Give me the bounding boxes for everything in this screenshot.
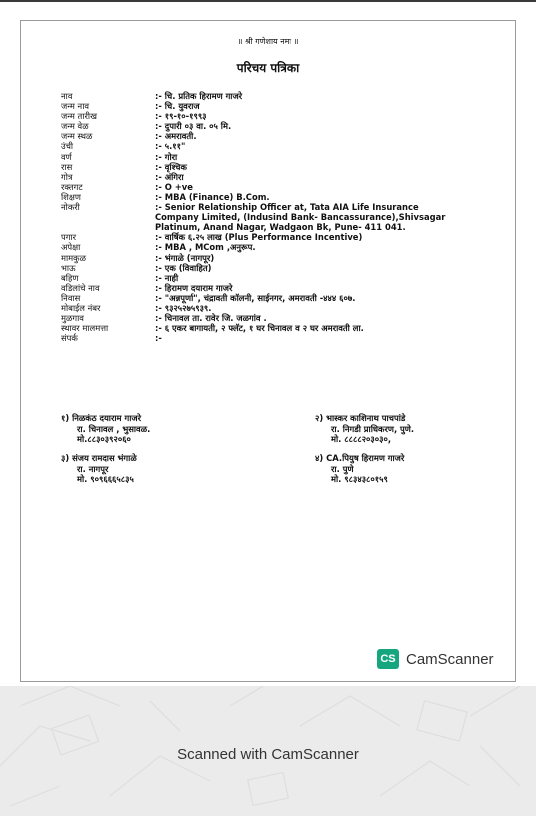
document-title: परिचय पत्रिका bbox=[236, 61, 300, 75]
field-label: रास bbox=[61, 161, 73, 172]
field-row bbox=[61, 333, 501, 343]
field-label: स्थावर मालमत्ता bbox=[61, 323, 109, 334]
contact-address: रा. चिनावल , भुसावळ. bbox=[77, 423, 151, 434]
contact-phone: मो. ८८८८२०३०३०, bbox=[331, 434, 392, 444]
field-row bbox=[61, 313, 501, 323]
field-row bbox=[61, 141, 501, 151]
field-label: नोकरी bbox=[61, 202, 80, 213]
field-value: :- नाही bbox=[155, 272, 179, 283]
field-label: जन्म नाव bbox=[61, 101, 90, 112]
field-value: :- ५.११" bbox=[155, 141, 186, 152]
field-label: जन्म स्थळ bbox=[61, 131, 93, 142]
field-label: अपेक्षा bbox=[61, 242, 81, 253]
field-value: :- वार्षिक ६.२५ लाख (Plus Performance Incentive) bbox=[155, 232, 363, 243]
field-value: :- दुपारी ०३ वा. ०५ मि. bbox=[155, 121, 232, 132]
field-label: रक्तगट bbox=[61, 181, 83, 192]
field-value: :- अमरावती. bbox=[155, 131, 197, 142]
contact-reference bbox=[61, 453, 261, 485]
field-row bbox=[61, 283, 501, 293]
scanned-page bbox=[20, 20, 516, 682]
field-label: वर्ण bbox=[61, 151, 72, 162]
field-label: बहिण bbox=[61, 272, 79, 283]
camscanner-watermark bbox=[377, 649, 494, 669]
field-value: :- Senior Relationship Officer at, Tata AIA Life Insurance Company Limited, (Indusind Bank- Bancassurance),Shivsagar Platinum, Anand Nagar, Wadgaon Bk, Pune- 411 041. bbox=[155, 202, 446, 233]
field-row bbox=[61, 202, 501, 232]
contact-reference bbox=[315, 413, 515, 445]
field-value: :- एक (विवाहित) bbox=[155, 262, 212, 273]
field-row bbox=[61, 111, 501, 121]
field-row bbox=[61, 172, 501, 182]
field-value: :- गोरा bbox=[155, 151, 178, 162]
field-label: वडिलांचे नाव bbox=[61, 282, 100, 293]
field-value: :- bbox=[155, 333, 162, 344]
camscanner-logo-icon: CS bbox=[377, 649, 399, 669]
field-row bbox=[61, 323, 501, 333]
field-label: जन्म वेळ bbox=[61, 121, 89, 132]
field-value: :- चिनावल ता. रावेर जि. जळगांव . bbox=[155, 313, 267, 324]
contact-reference bbox=[315, 453, 515, 485]
field-value: :- O +ve bbox=[155, 181, 193, 192]
contact-name: २) भास्कर काशिनाथ पाचपांडे bbox=[315, 413, 406, 423]
field-label: गोत्र bbox=[61, 171, 73, 182]
field-row bbox=[61, 101, 501, 111]
field-row bbox=[61, 303, 501, 313]
field-row bbox=[61, 263, 501, 273]
field-label: संपर्क bbox=[61, 333, 78, 344]
contact-address: रा. नागपूर bbox=[77, 463, 109, 474]
field-value: :- वृश्चिक bbox=[155, 161, 187, 172]
field-row bbox=[61, 242, 501, 252]
contact-reference bbox=[61, 413, 261, 445]
field-row bbox=[61, 162, 501, 172]
field-row bbox=[61, 253, 501, 263]
contact-phone: मो. ९०९६६६५८३५ bbox=[77, 474, 134, 484]
field-row bbox=[61, 232, 501, 242]
field-label: मामकुळ bbox=[61, 252, 86, 263]
contact-name: १) निळकंठ दयाराम गाजरे bbox=[61, 413, 142, 423]
field-row bbox=[61, 131, 501, 141]
field-label: शिक्षण bbox=[61, 191, 81, 202]
top-border bbox=[0, 0, 536, 2]
field-value: :- ६ एकर बागायती, २ फ्लॅट, १ घर चिनावल व २ घर अमरावती ला. bbox=[155, 323, 364, 334]
field-value: :- चि. प्रतिक हिरामण गाजरे bbox=[155, 91, 243, 101]
field-value: :- "अन्नपूर्णा", चंद्रावती कॉलनी, साईनगर, अमरावती -४४४ ६०७. bbox=[155, 292, 356, 303]
field-value: :- MBA (Finance) B.Com. bbox=[155, 191, 270, 202]
field-label: मुळगाव bbox=[61, 313, 84, 324]
contact-name: ४) CA.पियुष हिरामण गाजरे bbox=[315, 453, 405, 463]
field-label: भाऊ bbox=[61, 262, 76, 273]
field-label: उंची bbox=[61, 141, 74, 152]
field-row bbox=[61, 293, 501, 303]
field-row bbox=[61, 192, 501, 202]
invocation-line: ॥ श्री गणेशाय नमः ॥ bbox=[237, 37, 299, 46]
field-value: :- अंगिरा bbox=[155, 171, 184, 182]
field-value: :- भंगाळे (नागपूर) bbox=[155, 252, 215, 263]
field-value: :- ९३२५२७५९३९. bbox=[155, 302, 212, 313]
biodata-fields bbox=[61, 91, 501, 343]
contact-phone: मो. ९८३४३८०१५९ bbox=[331, 474, 388, 484]
field-label: मोबाईल नंबर bbox=[61, 302, 101, 313]
field-value: :- १९-१०-१९९३ bbox=[155, 111, 207, 122]
field-value: :- MBA , MCom ,अनुरूप. bbox=[155, 242, 256, 253]
field-value: :- हिरामण दयाराम गाजरे bbox=[155, 282, 233, 293]
contact-phone: मो.८८३०३९२०६० bbox=[77, 434, 131, 444]
field-row bbox=[61, 273, 501, 283]
footer-caption: Scanned with CamScanner bbox=[177, 746, 359, 763]
field-label: नाव bbox=[61, 91, 73, 101]
field-row bbox=[61, 91, 501, 101]
field-label: पगार bbox=[61, 232, 77, 243]
field-row bbox=[61, 182, 501, 192]
field-value: :- चि. युवराज bbox=[155, 101, 200, 112]
field-row bbox=[61, 152, 501, 162]
footer-banner bbox=[0, 686, 536, 816]
contact-address: रा. पुणे bbox=[331, 463, 354, 474]
contact-name: ३) संजय रामदास भंगाळे bbox=[61, 453, 137, 463]
field-row bbox=[61, 121, 501, 131]
field-label: निवास bbox=[61, 292, 81, 303]
field-label: जन्म तारीख bbox=[61, 111, 97, 122]
camscanner-text: CamScanner bbox=[406, 650, 494, 668]
contact-address: रा. निगडी प्राधिकरण, पुणे. bbox=[331, 423, 415, 434]
